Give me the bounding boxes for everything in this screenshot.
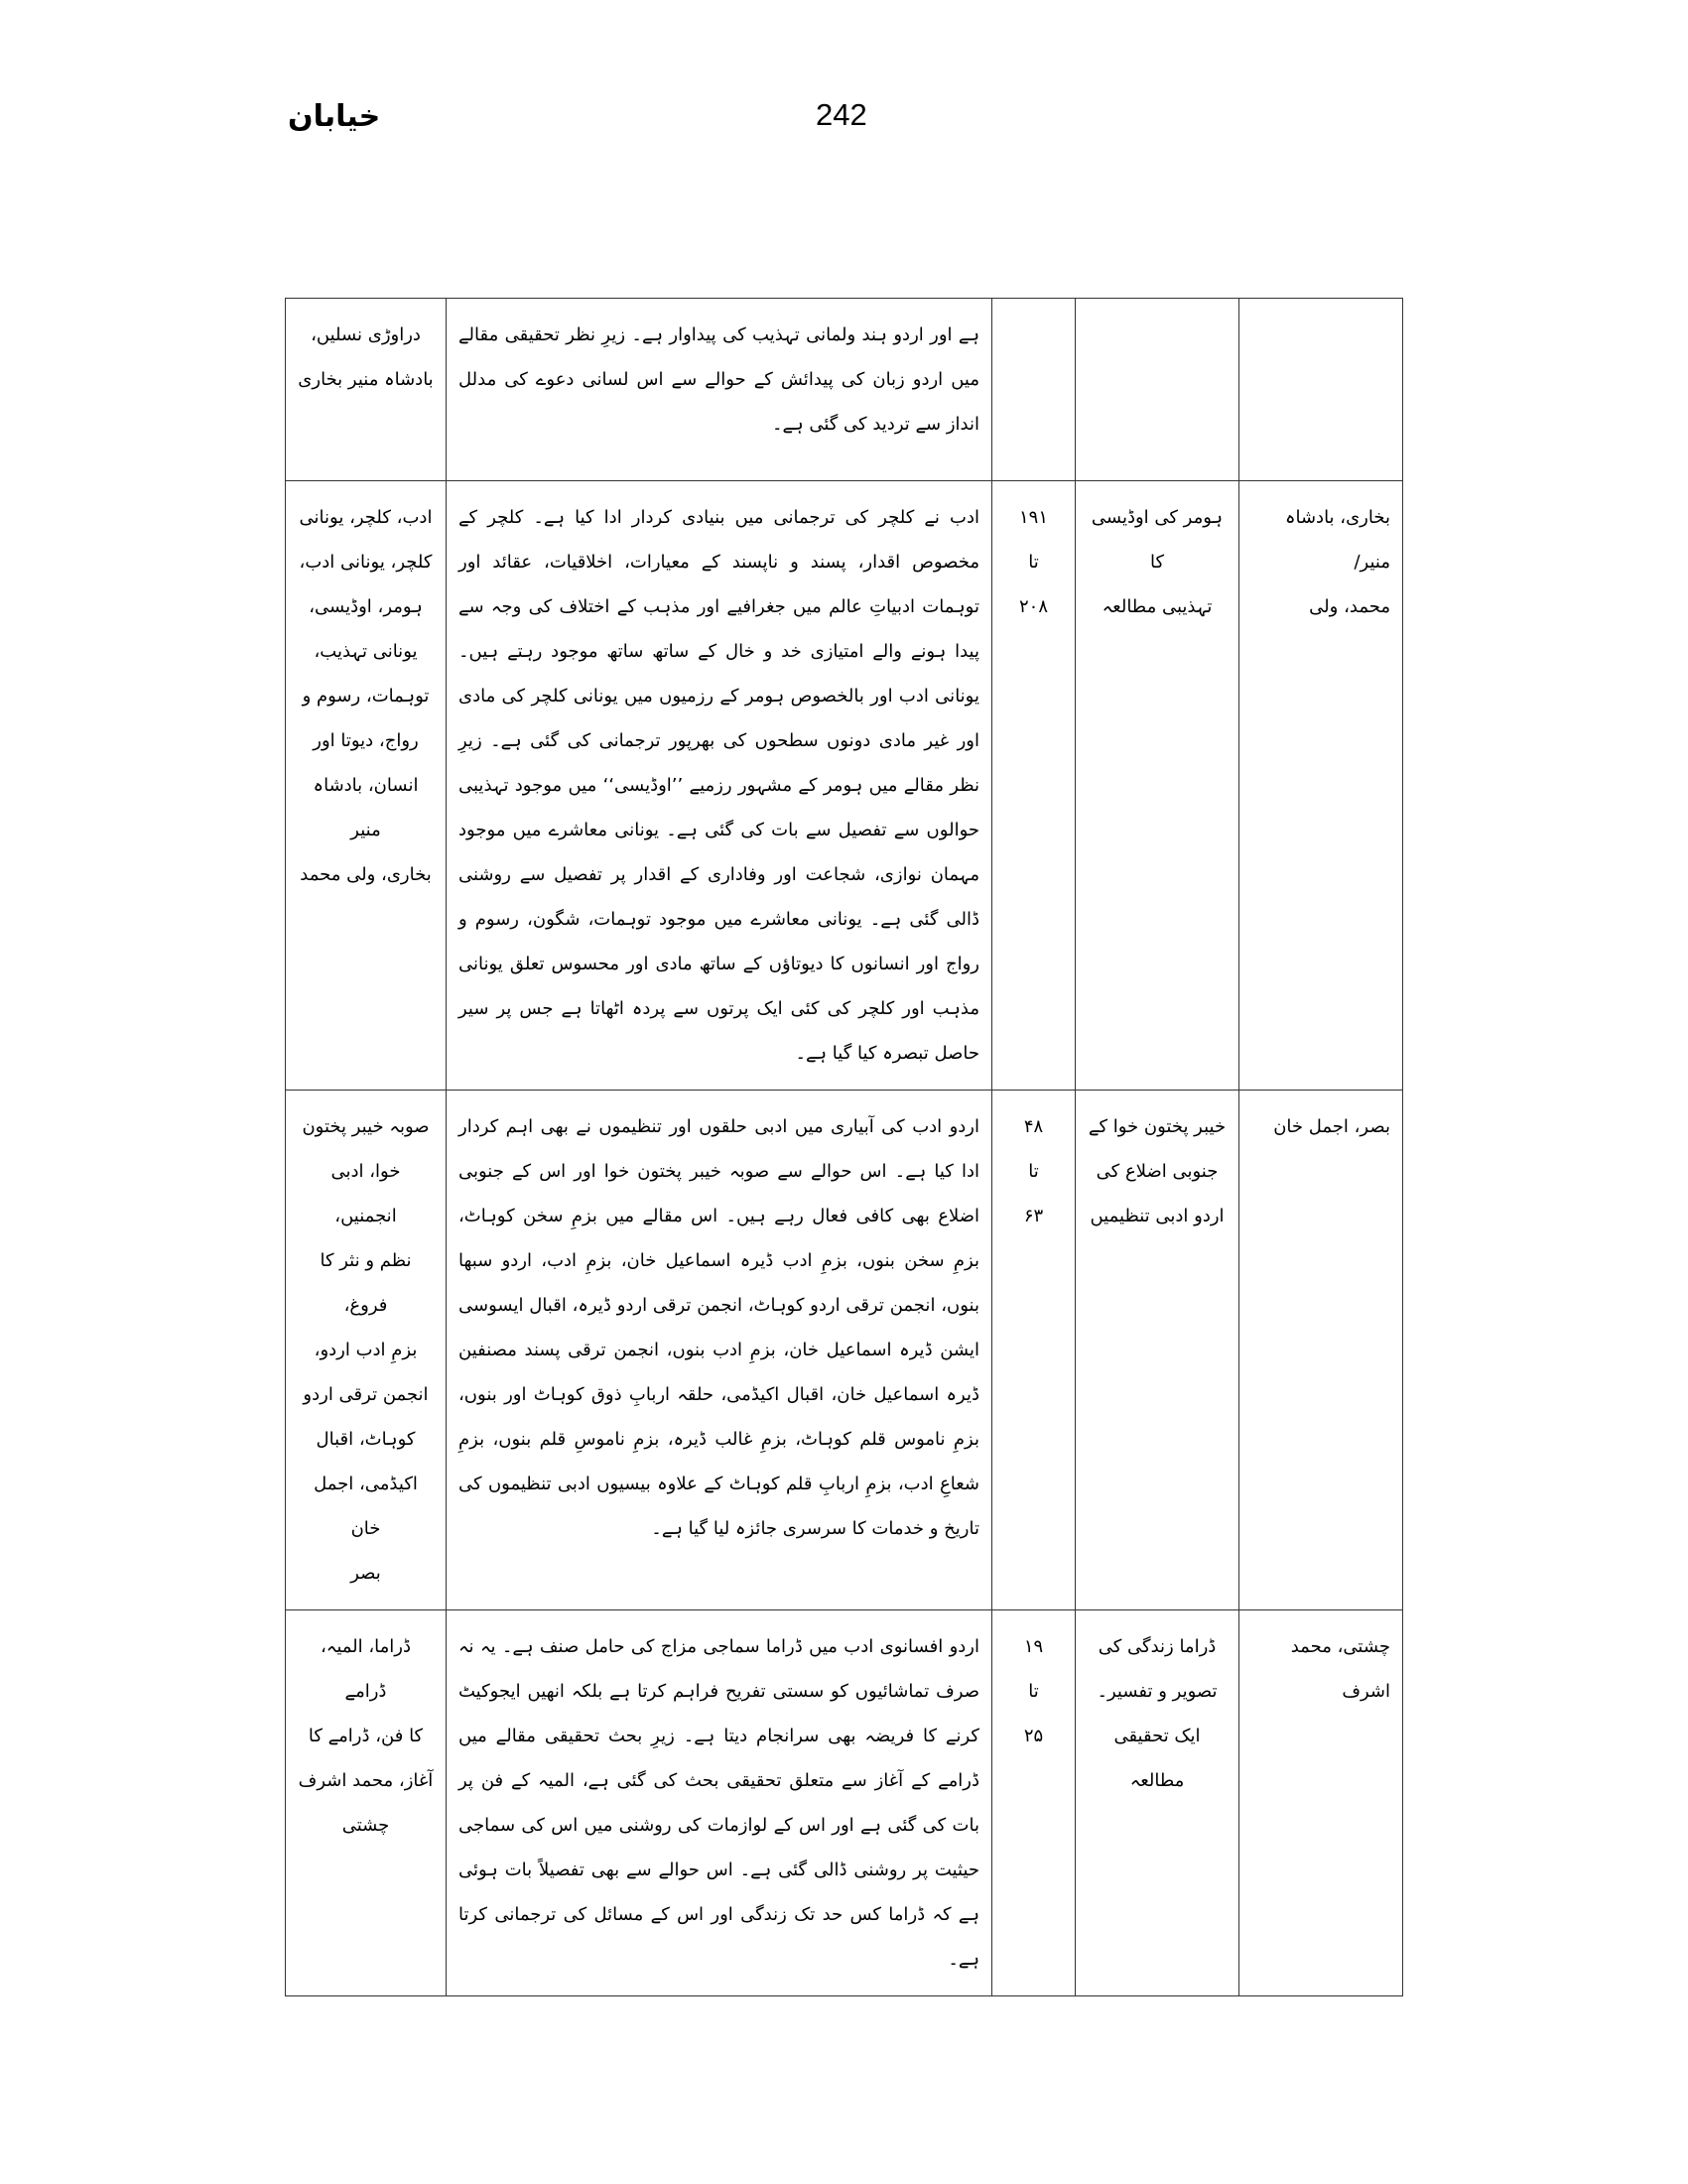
abstract-cell: ہے اور اردو ہند ولمانی تہذیب کی پیداوار ہے۔ زیرِ نظر تحقیقی مقالے میں اردو زبان کی پیدائش کے حوالے سے اس لسانی دعوے کی مدلل انداز سے تردید کی گئی ہے۔ [447, 299, 992, 481]
author-cell [1239, 299, 1403, 481]
keywords-cell: ادب، کلچر، یونانی کلچر، یونانی ادب، ہومر، اوڈیسی، یونانی تہذیب، توہمات، رسوم و رواج، دیوتا اور انسان، بادشاہ منیر بخاری، ولی محمد [286, 481, 447, 1091]
author-cell: بخاری، بادشاہ منیر/ محمد، ولی [1239, 481, 1403, 1091]
table-row [286, 1610, 1403, 1996]
abstract-cell: ادب نے کلچر کی ترجمانی میں بنیادی کردار ادا کیا ہے۔ کلچر کے مخصوص اقدار، پسند و ناپسند کے معیارات، اخلاقیات، عقائد اور توہمات ادبیاتِ عالم میں جغرافیے اور مذہب کے اختلاف کی وجہ سے پیدا ہونے والے امتیازی خد و خال کے ساتھ ساتھ موجود رہتے ہیں۔ یونانی ادب اور بالخصوص ہومر کے رزمیوں میں یونانی کلچر کی مادی اور غیر مادی دونوں سطحوں کی بھرپور ترجمانی کی گئی ہے۔ زیرِ نظر مقالے میں ہومر کے مشہور رزمیے ’’اوڈیسی‘‘ میں موجود تہذیبی حوالوں سے تفصیل سے بات کی گئی ہے۔ یونانی معاشرے میں موجود مہمان نوازی، شجاعت اور وفاداری کے اقدار پر تفصیل سے روشنی ڈالی گئی ہے۔ یونانی معاشرے میں موجود توہمات، شگون، رسوم و رواج اور انسانوں کا دیوتاؤں کے ساتھ مادی اور محسوس تعلق یونانی مذہب اور کلچر کی کئی ایک پرتوں سے پردہ اٹھاتا ہے جس پر سیر حاصل تبصرہ کیا گیا ہے۔ [447, 481, 992, 1091]
journal-name: خیابان [288, 99, 381, 134]
table-row [286, 299, 1403, 481]
table-row [286, 481, 1403, 1091]
table-row [286, 1091, 1403, 1610]
pages-cell: ۱۹ تا ۲۵ [992, 1610, 1076, 1996]
pages-cell [992, 299, 1076, 481]
title-cell: ڈراما زندگی کی تصویر و تفسیر۔ ایک تحقیقی مطالعہ [1076, 1610, 1239, 1996]
keywords-cell: ڈراما، المیہ، ڈرامے کا فن، ڈرامے کا آغاز، محمد اشرف چشتی [286, 1610, 447, 1996]
title-cell: خیبر پختون خوا کے جنوبی اضلاع کی اردو ادبی تنظیمیں [1076, 1091, 1239, 1610]
article-index-table [285, 298, 1403, 1996]
page-number: 242 [816, 97, 867, 132]
keywords-cell: صوبہ خیبر پختون خوا، ادبی انجمنیں، نظم و نثر کا فروغ، بزمِ ادب اردو، انجمن ترقی اردو کوہاٹ، اقبال اکیڈمی، اجمل خان بصر [286, 1091, 447, 1610]
title-cell [1076, 299, 1239, 481]
abstract-cell: اردو افسانوی ادب میں ڈراما سماجی مزاج کی حامل صنف ہے۔ یہ نہ صرف تماشائیوں کو سستی تفریح فراہم کرتا ہے بلکہ انھیں ایجوکیٹ کرنے کا فریضہ بھی سرانجام دیتا ہے۔ زیرِ بحث تحقیقی مقالے میں ڈرامے کے آغاز سے متعلق تحقیقی بحث کی گئی ہے، المیہ کے فن پر بات کی گئی ہے اور اس کے لوازمات کی روشنی میں اس کی سماجی حیثیت پر روشنی ڈالی گئی ہے۔ اس حوالے سے بھی تفصیلاً بات ہوئی ہے کہ ڈراما کس حد تک زندگی اور اس کے مسائل کی ترجمانی کرتا ہے۔ [447, 1610, 992, 1996]
author-cell: چشتی، محمد اشرف [1239, 1610, 1403, 1996]
pages-cell: ۱۹۱ تا ۲۰۸ [992, 481, 1076, 1091]
keywords-cell: دراوڑی نسلیں، بادشاہ منیر بخاری [286, 299, 447, 481]
author-cell: بصر، اجمل خان [1239, 1091, 1403, 1610]
pages-cell: ۴۸ تا ۶۳ [992, 1091, 1076, 1610]
title-cell: ہومر کی اوڈیسی کا تہذیبی مطالعہ [1076, 481, 1239, 1091]
abstract-cell: اردو ادب کی آبیاری میں ادبی حلقوں اور تنظیموں نے بھی اہم کردار ادا کیا ہے۔ اس حوالے سے صوبہ خیبر پختون خوا اور اس کے جنوبی اضلاع بھی کافی فعال رہے ہیں۔ اس مقالے میں بزمِ سخن کوہاٹ، بزمِ سخن بنوں، بزمِ ادب ڈیرہ اسماعیل خان، بزمِ ادب، اردو سبھا بنوں، انجمن ترقی اردو کوہاٹ، انجمن ترقی اردو ڈیرہ، اقبال ایسوسی ایشن ڈیرہ اسماعیل خان، بزمِ ادب بنوں، انجمن ترقی پسند مصنفین ڈیرہ اسماعیل خان، اقبال اکیڈمی، حلقہ اربابِ ذوق کوہاٹ اور بنوں، بزمِ ناموس قلم کوہاٹ، بزمِ غالب ڈیرہ، بزمِ ناموسِ قلم بنوں، بزمِ شعاعِ ادب، بزمِ اربابِ قلم کوہاٹ کے علاوہ بیسیوں ادبی تنظیموں کی تاریخ و خدمات کا سرسری جائزہ لیا گیا ہے۔ [447, 1091, 992, 1610]
